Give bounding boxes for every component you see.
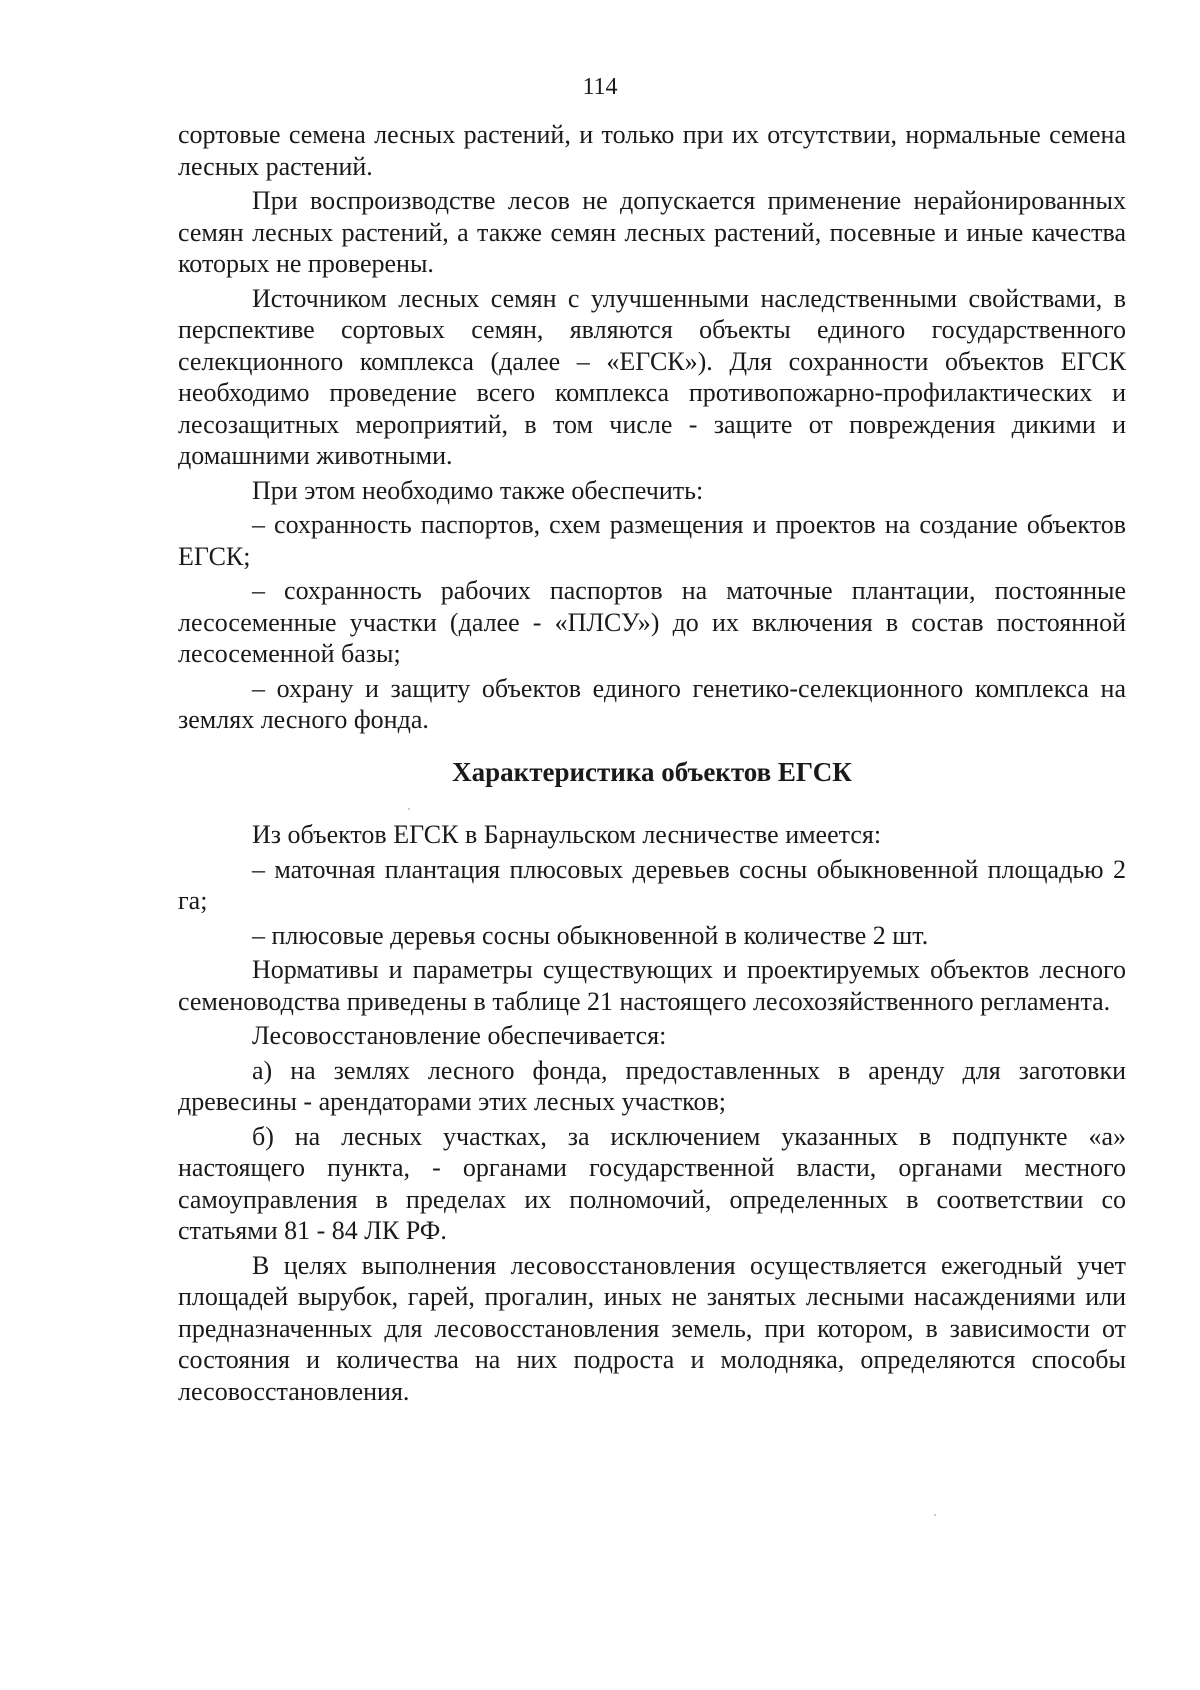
list-item: – сохранность рабочих паспортов на маточные плантации, постоянные лесосеменные участки (далее - «ПЛСУ») до их включения в состав постоянной лесосеменной базы;: [178, 576, 1126, 668]
page-number: 114: [582, 74, 618, 100]
list-item: б) на лесных участках, за исключением указанных в подпункте «а» настоящего пункта, - органами государственной власти, органами местного самоуправления в пределах их полномочий, определенных в соответствии со статьями 81 - 84 ЛК РФ.: [178, 1121, 1126, 1245]
scan-speck: [934, 1514, 936, 1516]
top-text-block: [178, 119, 1126, 736]
list-item: – плюсовые деревья сосны обыкновенной в количестве 2 шт.: [252, 920, 929, 950]
paragraph: Источником лесных семян с улучшенными наследственными свойствами, в перспективе сортовых семян, являются объекты единого государственного селекционного комплекса (далее – «ЕГСК»). Для сохранности объектов ЕГСК необходимо проведение всего комплекса противопожарно-профилактических и лесозащитных мероприятий, в том числе - защите от повреждения дикими и домашними животными.: [178, 283, 1126, 470]
scan-speck: [408, 808, 410, 810]
list-item: – сохранность паспортов, схем размещения и проектов на создание объектов ЕГСК;: [178, 510, 1126, 571]
bottom-text-block: [178, 819, 1126, 1407]
paragraph: При этом необходимо также обеспечить:: [252, 475, 704, 505]
paragraph: Лесовосстановление обеспечивается:: [252, 1021, 667, 1050]
list-item: – охрану и защиту объектов единого генетико-селекционного комплекса на землях лесного фонда.: [178, 673, 1126, 734]
paragraph: Из объектов ЕГСК в Барнаульском лесничестве имеется:: [252, 820, 882, 849]
list-item: – маточная плантация плюсовых деревьев сосны обыкновенной площадью 2 га;: [178, 854, 1126, 915]
paragraph: При воспроизводстве лесов не допускается применение нерайонированных семян лесных растений, а также семян лесных растений, посевные и иные качества которых не проверены.: [178, 186, 1126, 278]
section-heading: Характеристика объектов ЕГСК: [452, 757, 852, 787]
list-item: а) на землях лесного фонда, предоставленных в аренду для заготовки древесины - арендаторами этих лесных участков;: [178, 1055, 1126, 1116]
paragraph: Нормативы и параметры существующих и проектируемых объектов лесного семеноводства приведены в таблице 21 настоящего лесохозяйственного регламента.: [178, 955, 1126, 1016]
paragraph: В целях выполнения лесовосстановления осуществляется ежегодный учет площадей вырубок, гарей, прогалин, иных не занятых лесными насаждениями или предназначенных для лесовосстановления земель, при котором, в зависимости от состояния и количества на них подроста и молодняка, определяются способы лесовосстановления.: [178, 1250, 1126, 1406]
paragraph: сортовые семена лесных растений, и только при их отсутствии, нормальные семена лесных растений.: [178, 120, 1126, 181]
